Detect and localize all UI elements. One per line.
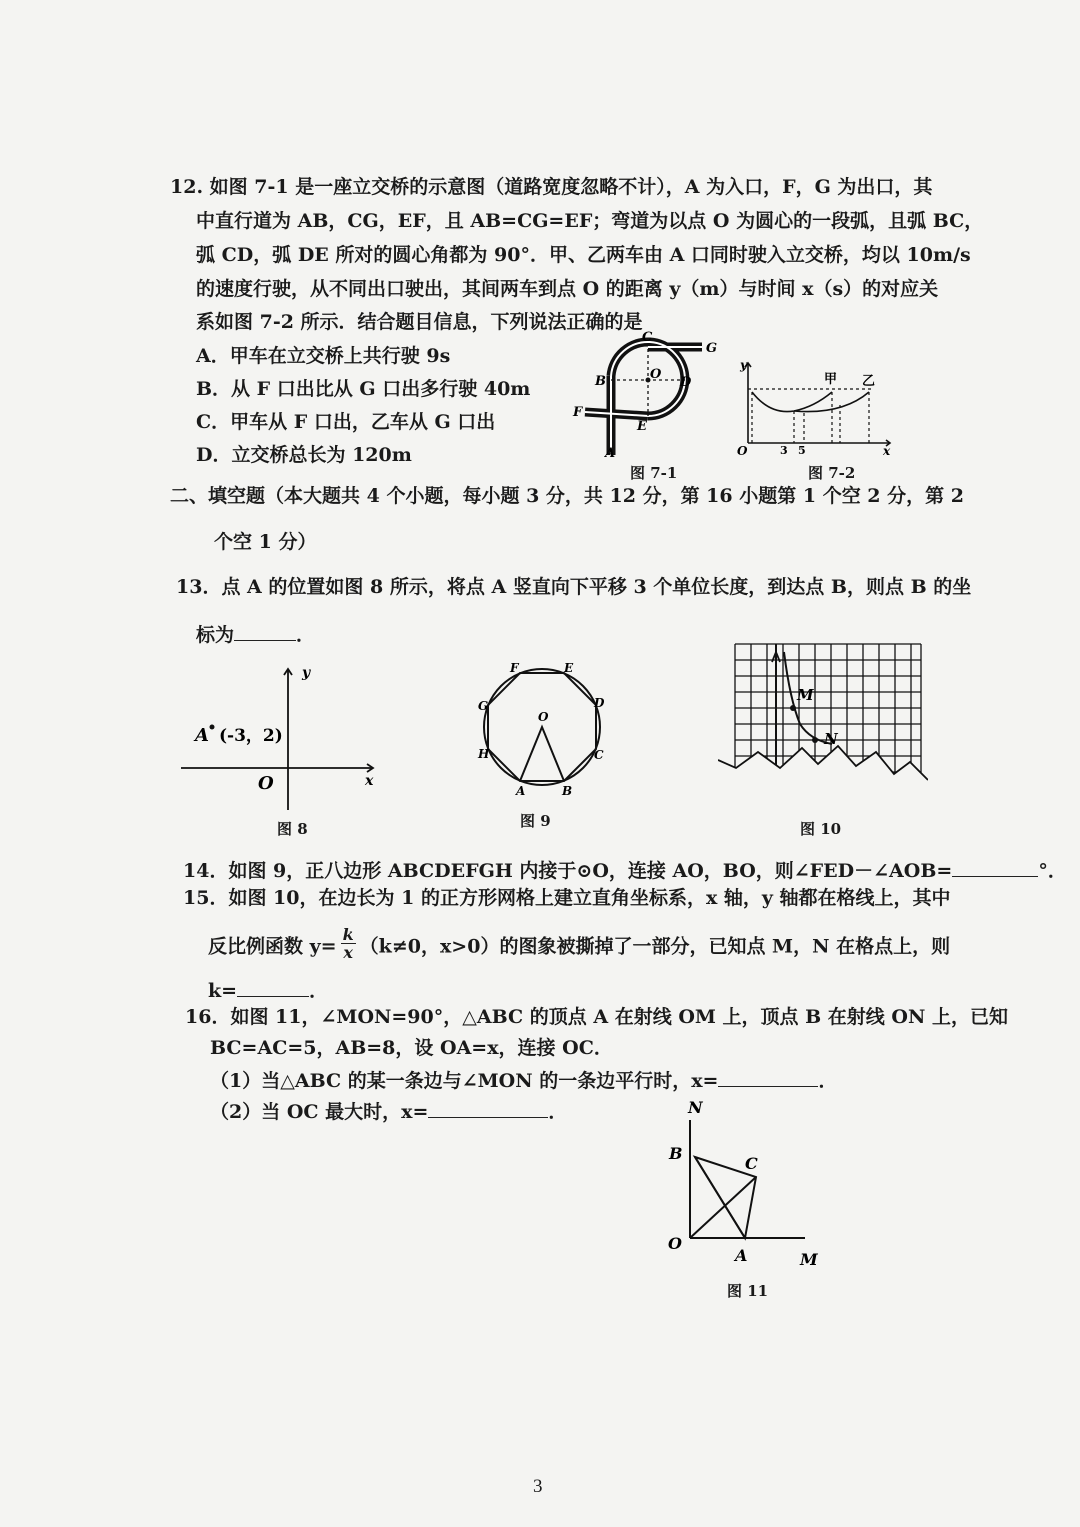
fig10-label-m: M: [797, 686, 814, 704]
q15-line3: [208, 976, 328, 1004]
q16-sub2: [210, 1097, 567, 1125]
q15-line2: [208, 925, 951, 965]
fig11-label-c: C: [745, 1154, 758, 1173]
q15-end: ．: [309, 980, 329, 1002]
fig9-label-f: F: [510, 661, 519, 675]
fig8-label-x: x: [365, 773, 374, 789]
figure-8: [175, 655, 385, 815]
page-number: 3: [533, 1476, 543, 1497]
q16-sub1-end: ．: [818, 1070, 838, 1092]
q12-option-a: A．甲车在立交桥上共行驶 9s: [196, 345, 451, 367]
fig72-label-x: x: [883, 444, 891, 458]
fig10-point-m: [790, 705, 796, 711]
figure-7-2: [732, 355, 897, 460]
section-2-heading-cont: 个空 1 分）: [214, 531, 317, 553]
q12-line5: 系如图 7-2 所示．结合题目信息，下列说法正确的是: [196, 311, 643, 333]
q15-numerator: k: [342, 925, 354, 944]
q15-line1: 15．如图 10，在边长为 1 的正方形网格上建立直角坐标系，x 轴，y 轴都在格线上，其中: [183, 887, 951, 909]
q12-line3: 弧 CD，弧 DE 所对的圆心角都为 90°．甲、乙两车由 A 口同时驶入立交桥，均以 10m/s: [196, 244, 971, 266]
q16-sub2-answer-blank[interactable]: [428, 1097, 548, 1118]
q12-option-d: D．立交桥总长为 120m: [196, 444, 412, 466]
fig72-tick-5: 5: [798, 444, 806, 457]
fig9-label-g: G: [478, 699, 489, 713]
q15-fraction: [341, 926, 356, 961]
fig72-label-y: y: [740, 358, 747, 372]
q12-option-b: B．从 F 口出比从 G 口出多行驶 40m: [196, 378, 531, 400]
fig11-caption: 图 11: [727, 1282, 769, 1300]
fig9-label-e: E: [564, 661, 574, 675]
q14-line: [183, 856, 1067, 884]
fig71-label-e: E: [637, 419, 647, 434]
fig9-radii: [520, 727, 564, 781]
fig9-caption: 图 9: [520, 812, 551, 830]
q13-answer-blank[interactable]: [234, 620, 296, 641]
figure-7-1: [570, 330, 730, 480]
fig11-label-o: O: [668, 1234, 682, 1253]
q14-text: 14．如图 9，正八边形 ABCDEFGH 内接于⊙O，连接 AO，BO，则∠FED－∠AOB=: [183, 860, 953, 882]
q16-sub2-end: ．: [548, 1101, 568, 1123]
q15-denominator: x: [343, 943, 353, 962]
q13-line1: 13．点 A 的位置如图 8 所示，将点 A 竖直向下平移 3 个单位长度，到达点 B，则点 B 的坐: [176, 576, 972, 598]
fig71-label-a: A: [605, 446, 616, 461]
q12-option-c: C．甲车从 F 口出，乙车从 G 口出: [196, 411, 496, 433]
fig9-label-a: A: [516, 784, 526, 798]
fig72-label-origin: O: [737, 444, 748, 458]
fig71-label-f: F: [573, 405, 583, 420]
fig72-tick-3: 3: [780, 444, 788, 457]
fig71-label-b: B: [595, 374, 606, 389]
fig8-coordinate: (-3，2): [219, 726, 283, 746]
q16-sub2-text: （2）当 OC 最大时，x=: [210, 1101, 429, 1123]
fig8-label-y: y: [302, 665, 311, 681]
q13-prefix: 标为: [196, 624, 235, 646]
q15-post: （k≠0，x>0）的图象被撕掉了一部分，已知点 M，N 在格点上，则: [359, 935, 951, 958]
fig10-label-n: N: [824, 730, 838, 748]
figure-11: [660, 1095, 830, 1275]
figure-9: [470, 655, 615, 800]
fig72-label-yi: 乙: [862, 374, 876, 389]
q13-line2: [196, 620, 315, 648]
fig72-label-jia: 甲: [824, 372, 838, 387]
fig10-caption: 图 10: [800, 820, 842, 838]
q15-answer-blank[interactable]: [237, 976, 309, 997]
fig9-label-c: C: [594, 748, 604, 762]
fig10-torn-edge: [718, 746, 928, 780]
q12-line1: 12. 如图 7-1 是一座立交桥的示意图（道路宽度忽略不计），A 为入口，F，G 为出口，其: [170, 176, 933, 198]
fig71-label-d: D: [680, 375, 692, 390]
fig8-caption: 图 8: [277, 820, 308, 838]
fig9-label-o: O: [538, 710, 549, 724]
fig8-label-a: A: [195, 725, 209, 746]
q15-k: k=: [208, 980, 238, 1002]
q12-line2: 中直行道为 AB，CG，EF，且 AB=CG=EF；弯道为以点 O 为圆心的一段弧，且弧 BC，: [196, 210, 984, 232]
fig71-caption: 图 7-1: [630, 464, 678, 482]
fig71-label-g: G: [706, 341, 718, 356]
q16-line1: 16．如图 11，∠MON=90°，△ABC 的顶点 A 在射线 OM 上，顶点 B 在射线 ON 上，已知: [185, 1006, 1008, 1028]
fig8-label-origin: O: [258, 773, 274, 794]
fig9-label-h: H: [478, 747, 490, 761]
q15-pre: 反比例函数 y=: [208, 935, 337, 958]
fig11-label-b: B: [669, 1144, 683, 1163]
section-2-heading: 二、填空题（本大题共 4 个小题，每小题 3 分，共 12 分，第 16 小题第 1 个空 2 分，第 2: [170, 485, 964, 507]
fig72-curve-jia: [752, 392, 832, 412]
figure-10: [718, 640, 928, 800]
fig11-label-n: N: [688, 1098, 703, 1117]
q14-answer-blank[interactable]: [952, 856, 1038, 877]
fig9-label-b: B: [562, 784, 573, 798]
fig10-point-n: [812, 737, 818, 743]
q13-end: ．: [296, 624, 316, 646]
fig10-grid: [735, 644, 921, 800]
fig8-point-a: [210, 725, 215, 730]
fig9-label-d: D: [594, 696, 605, 710]
q16-sub1: [210, 1066, 837, 1094]
q16-sub1-answer-blank[interactable]: [718, 1066, 818, 1087]
fig71-label-c: C: [642, 330, 653, 345]
q16-sub1-text: （1）当△ABC 的某一条边与∠MON 的一条边平行时，x=: [210, 1070, 719, 1092]
fig71-label-o: O: [650, 367, 662, 382]
q16-line2: BC=AC=5，AB=8，设 OA=x，连接 OC．: [210, 1037, 613, 1059]
fig72-caption: 图 7-2: [808, 464, 856, 482]
q14-end: °．: [1038, 860, 1067, 882]
fig11-label-m: M: [800, 1250, 818, 1269]
q12-line4: 的速度行驶，从不同出口驶出，其间两车到点 O 的距离 y（m）与时间 x（s）的对应关: [196, 278, 939, 300]
fig11-label-a: A: [735, 1246, 748, 1265]
